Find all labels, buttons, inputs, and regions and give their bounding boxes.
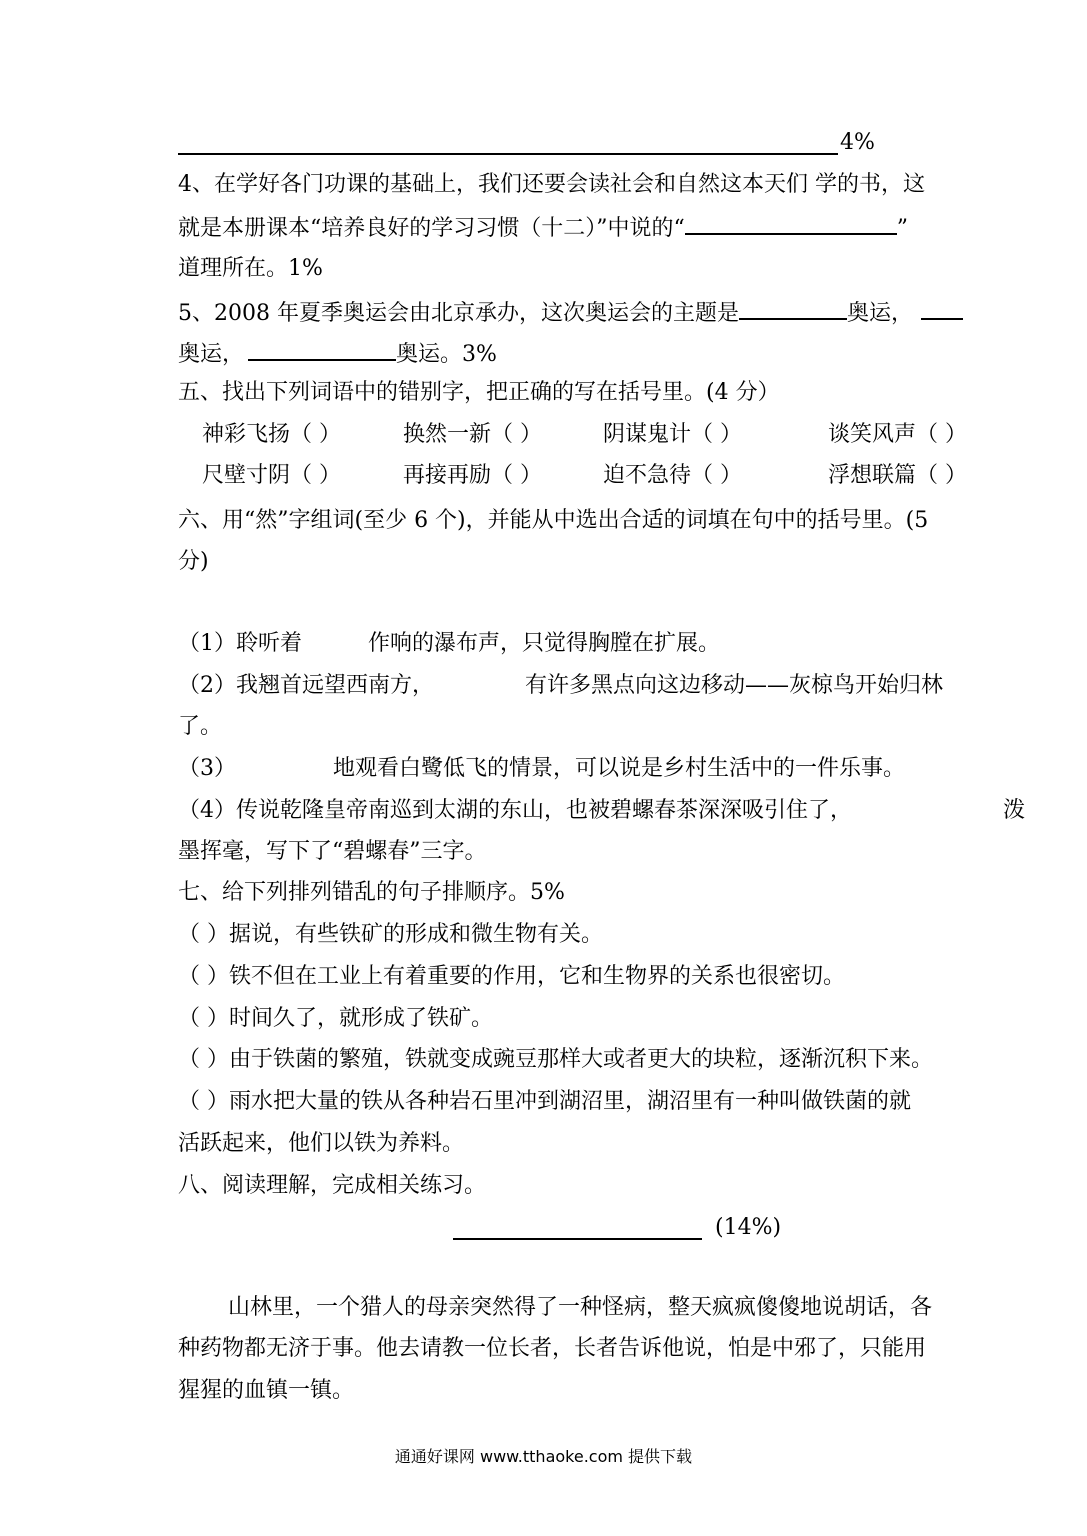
q-five-item: 神彩飞扬（ ） <box>202 422 341 447</box>
q-six-s4-a: （4）传说乾隆皇帝南巡到太湖的东山，也被碧螺春茶深深吸引住了， <box>178 798 852 823</box>
q-five-item: 浮想联篇（ ） <box>828 463 967 488</box>
q-eight-title: 八、阅读理解，完成相关练习。 <box>178 1173 487 1198</box>
answer-blank[interactable] <box>685 211 897 235</box>
q-seven-title: 七、给下列排列错乱的句子排顺序。5% <box>178 880 565 905</box>
q4-line2-close: ” <box>896 216 908 241</box>
q-five-item: 迫不急待（ ） <box>603 463 742 488</box>
answer-blank[interactable] <box>739 296 847 320</box>
answer-blank[interactable] <box>248 337 396 361</box>
q-six-title-cont: 分) <box>178 549 209 574</box>
list-item: （ ）时间久了，就形成了铁矿。 <box>178 1006 493 1031</box>
q-five-item: 尺壁寸阴（ ） <box>202 463 341 488</box>
q4-line1: 4、在学好各门功课的基础上，我们还要会读社会和自然这本天们 学的书，这 <box>178 172 925 197</box>
q-six-s2-a: （2）我翘首远望西南方， <box>178 673 434 698</box>
list-item-cont: 活跃起来，他们以铁为养料。 <box>178 1131 465 1156</box>
q-six-s2-b: 有许多黑点向这边移动——灰椋鸟开始归林 <box>525 673 944 698</box>
q-eight-score: (14%) <box>715 1215 782 1240</box>
q-six-s2-cont: 了。 <box>178 714 223 739</box>
answer-line <box>178 153 838 155</box>
q-six-s1 <box>178 629 720 659</box>
q-five-item: 谈笑风声（ ） <box>828 422 967 447</box>
passage-line: 山林里，一个猎人的母亲突然得了一种怪病，整天疯疯傻傻地说胡话，各 <box>228 1295 933 1320</box>
q-five-item: 阴谋鬼计（ ） <box>603 422 742 447</box>
q5-line2 <box>178 337 497 370</box>
q-six-s3-a: （3） <box>178 756 236 781</box>
q4-line2 <box>178 211 908 244</box>
q-six-s1-a: （1）聆听着 <box>178 631 302 656</box>
list-item: （ ）据说，有些铁矿的形成和微生物有关。 <box>178 922 603 947</box>
q-five-title: 五、找出下列词语中的错别字，把正确的写在括号里。(4 分） <box>178 380 780 405</box>
answer-blank[interactable] <box>921 296 963 320</box>
q-six-s4-b: 泼 <box>1003 798 1026 823</box>
footer-text: 通通好课网 www.tthaoke.com 提供下载 <box>394 1447 693 1466</box>
q5-line1 <box>178 296 963 329</box>
title-blank[interactable] <box>453 1238 702 1240</box>
q4-line3: 道理所在。1% <box>178 256 323 281</box>
list-item: （ ）铁不但在工业上有着重要的作用，它和生物界的关系也很密切。 <box>178 964 845 989</box>
q-six-s3 <box>178 754 905 784</box>
q-six-s4-cont: 墨挥毫，写下了“碧螺春”三字。 <box>178 839 487 864</box>
q5-line1-mid: 奥运， <box>846 301 913 326</box>
q-five-item: 换然一新（ ） <box>403 422 542 447</box>
q-six-s3-b: 地观看白鹭低飞的情景，可以说是乡村生活中的一件乐事。 <box>333 756 906 781</box>
passage-line: 猩猩的血镇一镇。 <box>178 1378 355 1403</box>
q5-line1-text: 5、2008 年夏季奥运会由北京承办，这次奥运会的主题是 <box>178 301 739 326</box>
passage-line: 种药物都无济于事。他去请教一位长者，长者告诉他说，怕是中邪了，只能用 <box>178 1336 927 1361</box>
q-five-item: 再接再励（ ） <box>403 463 542 488</box>
q4-line2-text: 就是本册课本“培养良好的学习习惯（十二）”中说的“ <box>178 216 685 241</box>
list-item: （ ）由于铁菌的繁殖，铁就变成豌豆那样大或者更大的块粒，逐渐沉积下来。 <box>178 1047 933 1072</box>
q-six-s1-b: 作响的瀑布声，只觉得胸膛在扩展。 <box>368 631 721 656</box>
score-text: 4% <box>840 130 875 155</box>
q5-line2-a: 奥运， <box>178 342 245 367</box>
q-six-s2 <box>178 671 943 701</box>
q5-line2-b: 奥运。3% <box>396 342 497 367</box>
q-six-title: 六、用“然”字组词(至少 6 个)，并能从中选出合适的词填在句中的括号里。(5 <box>178 508 929 533</box>
list-item: （ ）雨水把大量的铁从各种岩石里冲到湖沼里，湖沼里有一种叫做铁菌的就 <box>178 1089 911 1114</box>
q-six-s4 <box>178 796 852 826</box>
